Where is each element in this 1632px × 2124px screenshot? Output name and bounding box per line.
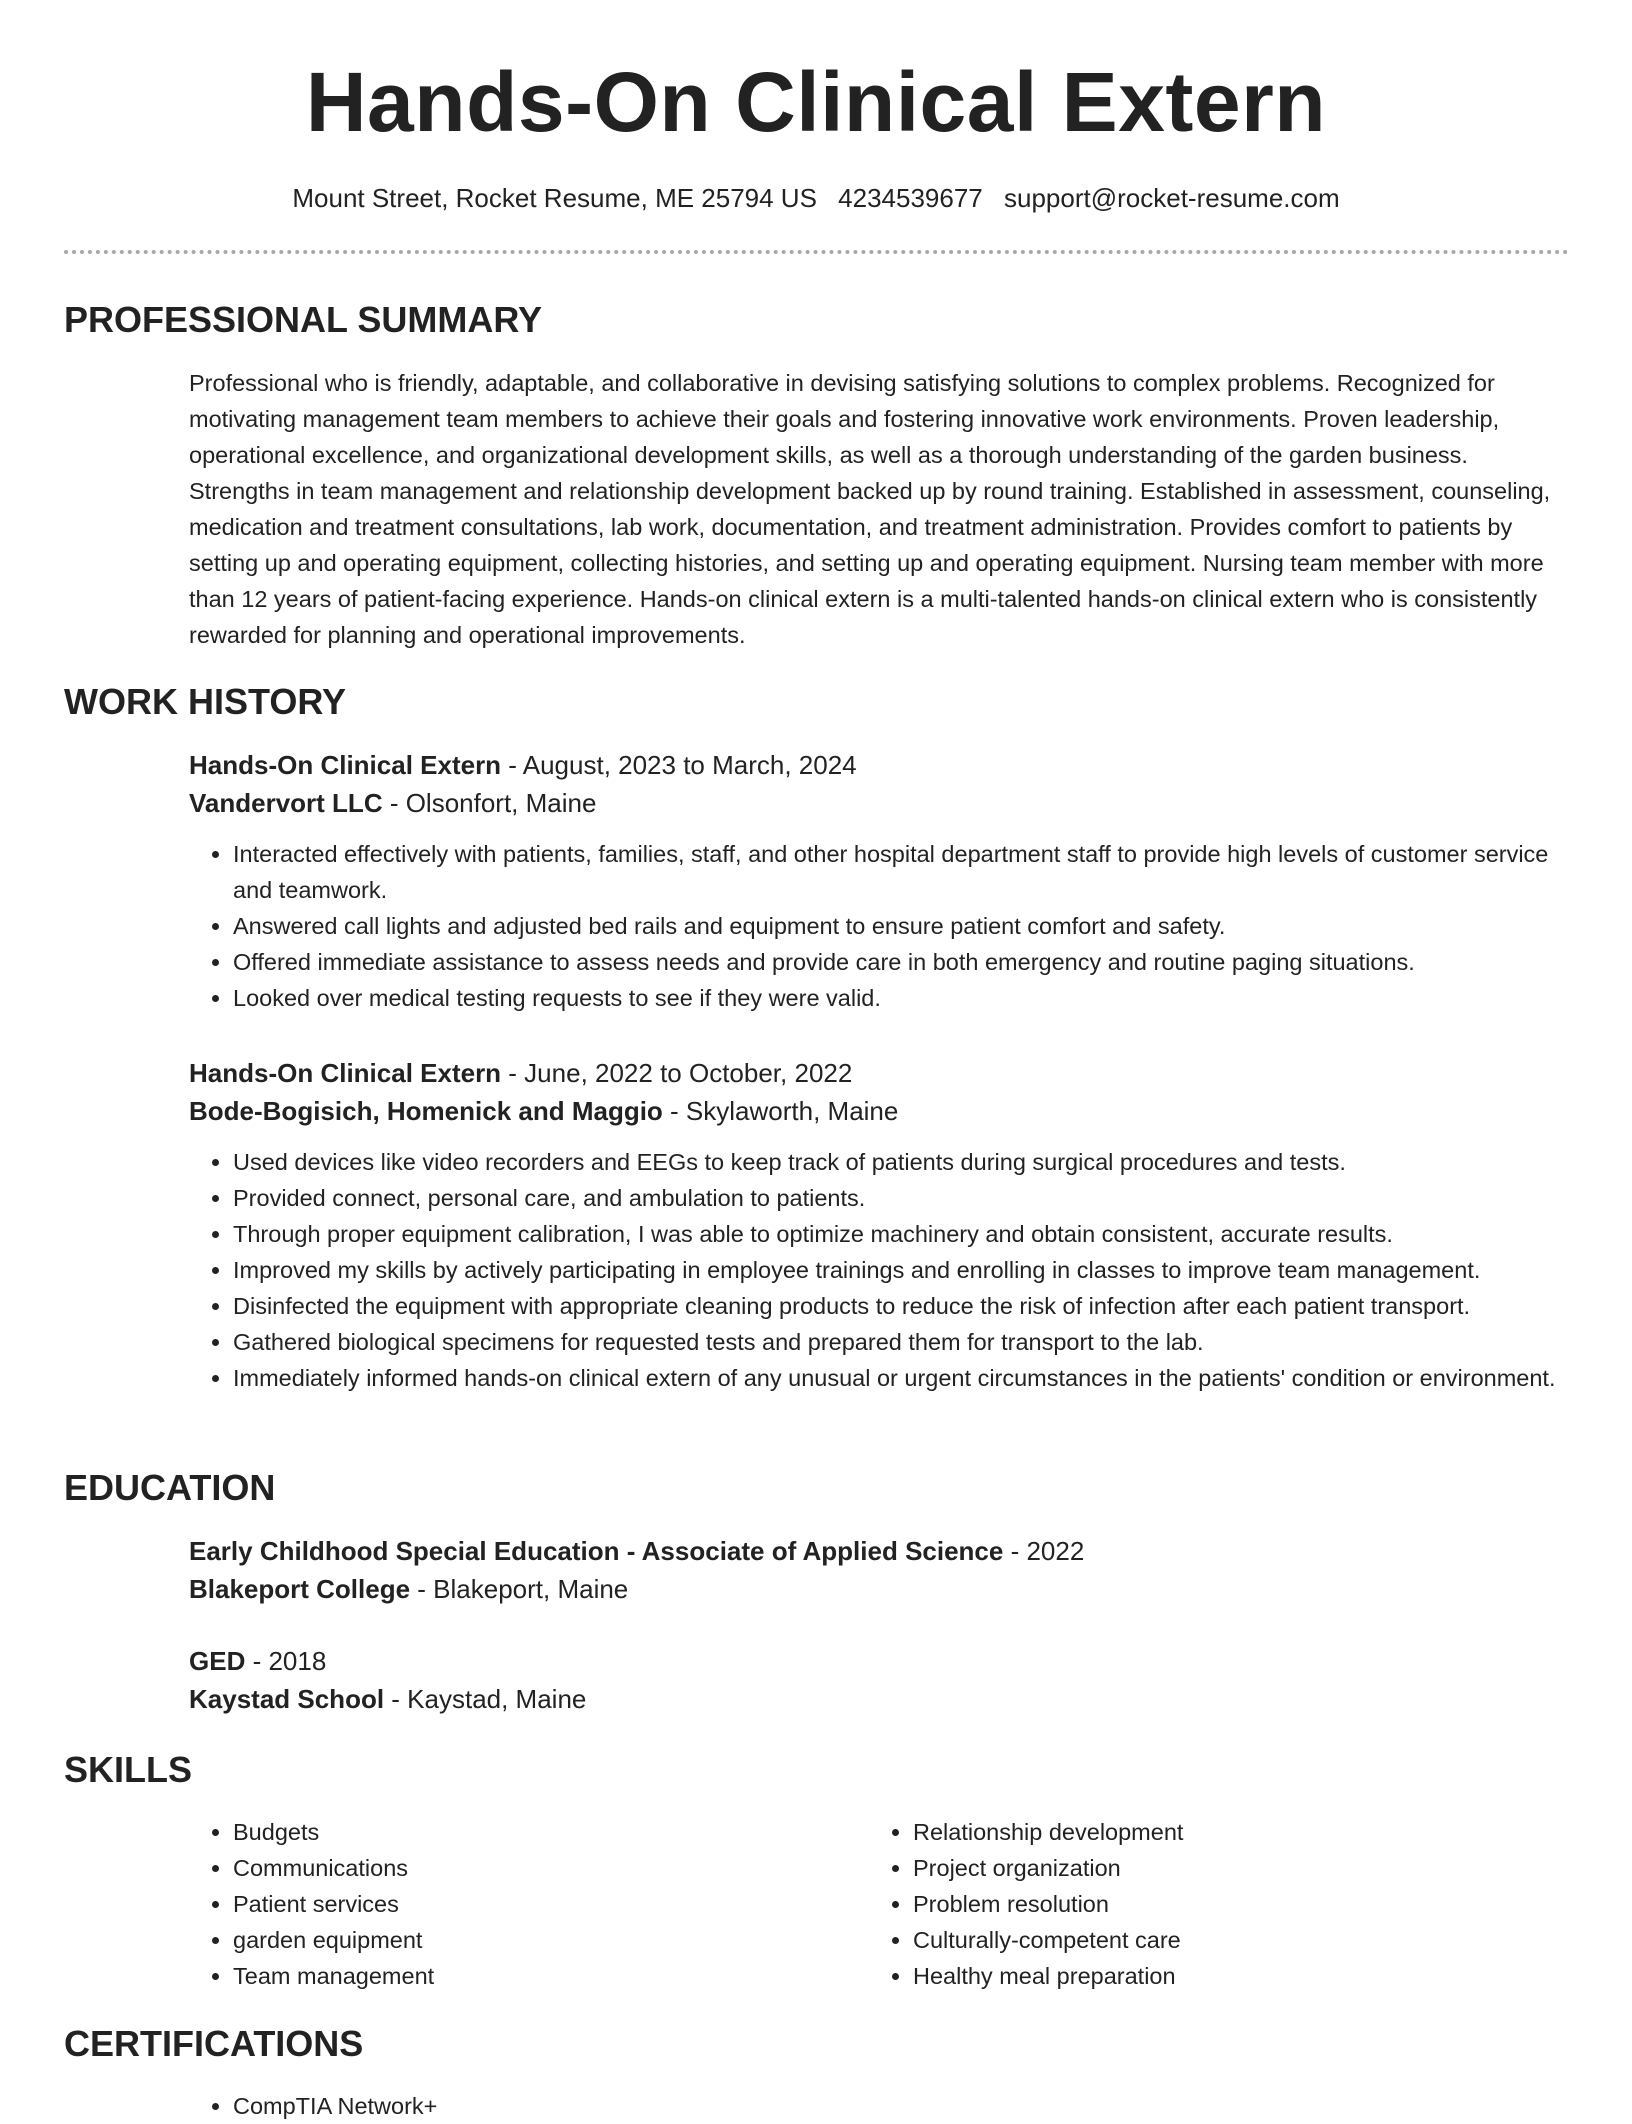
skills-column-right	[869, 1814, 1509, 1994]
job-bullet: • Improved my skills by actively participating in employee trainings and enrolling in classes to improve team management.	[233, 1252, 1569, 1288]
job-entry	[189, 1054, 1569, 1396]
job-bullet: • Immediately informed hands-on clinical extern of any unusual or urgent circumstances in the patients' condition or environment.	[233, 1360, 1569, 1396]
certifications-block	[189, 2088, 1569, 2124]
job-company-line	[189, 784, 1569, 822]
degree-line	[189, 1532, 1569, 1570]
skill-item: • Problem resolution	[913, 1886, 1509, 1922]
education-heading: EDUCATION	[64, 1467, 276, 1508]
school-location: - Kaystad, Maine	[384, 1684, 587, 1714]
degree-line	[189, 1642, 1569, 1680]
summary-text: Professional who is friendly, adaptable, and collaborative in devising satisfying solutions to complex problems. Recognized for motivating management team members to achieve their goals and fostering innovative work environments. Proven leadership, operational excellence, and organizational development skills, as well as a thorough understanding of the garden business. Strengths in team management and relationship development backed up by round training. Established in assessment, counseling, medication and treatment consultations, lab work, documentation, and treatment administration. Provides comfort to patients by setting up and operating equipment, collecting histories, and setting up and operating equipment. Nursing team member with more than 12 years of patient-facing experience. Hands-on clinical extern is a multi-talented hands-on clinical extern who is consistently rewarded for planning and operational improvements.	[189, 370, 1551, 648]
job-bullets	[189, 836, 1569, 1016]
skill-item: • Communications	[233, 1850, 829, 1886]
skills-heading: SKILLS	[64, 1749, 193, 1790]
job-title-line	[189, 1054, 1569, 1092]
job-title: Hands-On Clinical Extern	[189, 1058, 502, 1088]
school-location: - Blakeport, Maine	[410, 1574, 629, 1604]
degree-year: - 2018	[245, 1646, 327, 1676]
skill-item: • Healthy meal preparation	[913, 1958, 1509, 1994]
job-bullet: • Offered immediate assistance to assess needs and provide care in both emergency and routine paging situations.	[233, 944, 1569, 980]
address-text: Mount Street, Rocket Resume, ME 25794 US	[292, 183, 817, 213]
email-link[interactable]: support@rocket-resume.com	[1004, 183, 1340, 213]
job-bullet: • Answered call lights and adjusted bed rails and equipment to ensure patient comfort and safety.	[233, 908, 1569, 944]
degree-year: - 2022	[1003, 1536, 1085, 1566]
job-bullet: • Disinfected the equipment with appropriate cleaning products to reduce the risk of infection after each patient transport.	[233, 1288, 1569, 1324]
school-line	[189, 1570, 1569, 1608]
job-bullet: • Used devices like video recorders and EEGs to keep track of patients during surgical procedures and tests.	[233, 1144, 1569, 1180]
skills-list	[189, 1814, 829, 1994]
job-company: Vandervort LLC	[189, 788, 383, 818]
phone-text: 4234539677	[838, 183, 983, 213]
job-bullet: • Provided connect, personal care, and ambulation to patients.	[233, 1180, 1569, 1216]
job-bullet: • Through proper equipment calibration, I was able to optimize machinery and obtain consistent, accurate results.	[233, 1216, 1569, 1252]
education-entry	[189, 1642, 1569, 1718]
job-dates: - August, 2023 to March, 2024	[501, 750, 857, 780]
skill-item: • Patient services	[233, 1886, 829, 1922]
job-location: - Skylaworth, Maine	[662, 1096, 899, 1126]
candidate-name: Hands-On Clinical Extern	[305, 55, 1327, 149]
degree: GED	[189, 1646, 246, 1676]
work-history-heading: WORK HISTORY	[64, 681, 347, 722]
job-title: Hands-On Clinical Extern	[189, 750, 502, 780]
job-entry	[189, 746, 1569, 1016]
header-divider	[64, 250, 1569, 254]
skills-list	[869, 1814, 1509, 1994]
job-company-line	[189, 1092, 1569, 1130]
skill-item: • Relationship development	[913, 1814, 1509, 1850]
job-bullet: • Gathered biological specimens for requested tests and prepared them for transport to the lab.	[233, 1324, 1569, 1360]
job-title-line	[189, 746, 1569, 784]
job-company: Bode-Bogisich, Homenick and Maggio	[189, 1096, 663, 1126]
contact-line	[0, 180, 1632, 216]
job-dates: - June, 2022 to October, 2022	[501, 1058, 853, 1088]
skill-item: • garden equipment	[233, 1922, 829, 1958]
job-bullets	[189, 1144, 1569, 1396]
certifications-heading: CERTIFICATIONS	[64, 2023, 364, 2064]
skill-item: • Project organization	[913, 1850, 1509, 1886]
job-bullet: • Interacted effectively with patients, families, staff, and other hospital department staff to provide high levels of customer service and teamwork.	[233, 836, 1569, 908]
certification-item: • CompTIA Network+	[233, 2088, 1569, 2124]
job-location: - Olsonfort, Maine	[382, 788, 597, 818]
skill-item: • Culturally-competent care	[913, 1922, 1509, 1958]
school: Kaystad School	[189, 1684, 385, 1714]
job-bullet: • Looked over medical testing requests to see if they were valid.	[233, 980, 1569, 1016]
school: Blakeport College	[189, 1574, 411, 1604]
degree: Early Childhood Special Education - Associate of Applied Science	[189, 1536, 1004, 1566]
skill-item: • Team management	[233, 1958, 829, 1994]
skills-column-left	[189, 1814, 829, 1994]
education-entry	[189, 1532, 1569, 1608]
skill-item: • Budgets	[233, 1814, 829, 1850]
summary-heading: PROFESSIONAL SUMMARY	[64, 299, 543, 340]
school-line	[189, 1680, 1569, 1718]
certifications-list	[189, 2088, 1569, 2124]
